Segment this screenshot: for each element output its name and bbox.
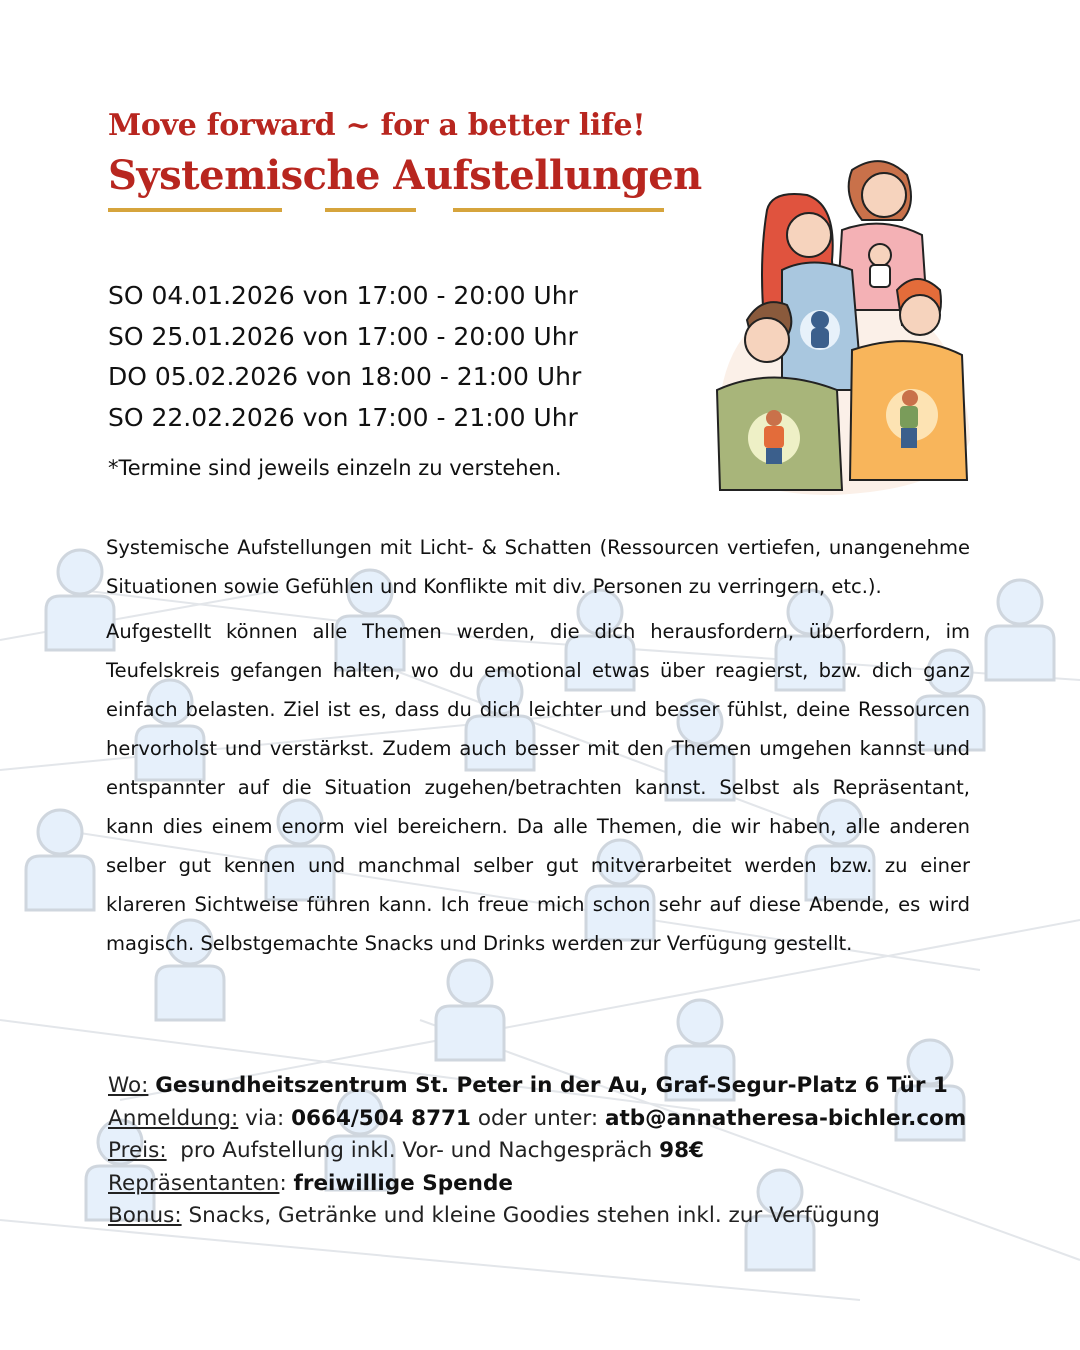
- date-item: SO 04.01.2026 von 17:00 - 20:00 Uhr: [108, 281, 578, 310]
- description-paragraph: Systemische Aufstellungen mit Licht- & Schatten (Ressourcen vertiefen, unangenehme Situationen sowie Gefühlen und Konflikte mit div. Personen zu verringern, etc.).: [106, 536, 970, 598]
- info-registration: [108, 1103, 966, 1136]
- representatives-label: Repräsentanten: [108, 1170, 280, 1196]
- where-label: Wo:: [108, 1073, 149, 1098]
- date-item: SO 22.02.2026 von 17:00 - 21:00 Uhr: [108, 402, 578, 432]
- representatives-colon: :: [279, 1170, 294, 1196]
- registration-via: via:: [238, 1105, 292, 1131]
- title-underline-segment: [325, 208, 416, 212]
- tagline: Move forward ~ for a better life!: [108, 108, 646, 143]
- date-list: [108, 276, 581, 438]
- page-title: Systemische Aufstellungen: [108, 152, 702, 199]
- title-underline-segment: [108, 208, 282, 212]
- info-representatives: [108, 1168, 966, 1201]
- date-item: SO 25.01.2026 von 17:00 - 20:00 Uhr: [108, 321, 578, 351]
- description-paragraph: Aufgestellt können alle Themen werden, die dich herausfordern, überfordern, im Teufelskreis gefangen halten, wo du emotional etwas über reagierst, bzw. dich ganz einfach belasten. Ziel ist es, dass du dich leichter und besser fühlst, deine Ressourcen hervorholst und verstärkst. Zudem auch besser mit den Themen umgehen kannst und entspannter auf die Situation zugehen/betrachten kannst. Selbst als Repräsentant, kann dies einem enorm viel bereichern. Da alle Themen, die wir haben, alle anderen selber gut kennen und manchmal selber gut mitverarbeitet werden bzw. zu einer klareren Sichtweise führen kann. Ich freue mich schon sehr auf diese Abende, es wird magisch. Selbstgemachte Snacks und Drinks werden zur Verfügung gestellt.: [106, 620, 970, 955]
- price-amount: 98€: [659, 1138, 705, 1163]
- description: [106, 528, 970, 969]
- info-where: [108, 1070, 966, 1103]
- info-list: [108, 1070, 966, 1233]
- registration-or: oder unter:: [470, 1105, 605, 1131]
- date-item: DO 05.02.2026 von 18:00 - 21:00 Uhr: [108, 362, 582, 391]
- representatives-value: freiwillige Spende: [293, 1170, 513, 1196]
- registration-label: Anmeldung:: [108, 1105, 239, 1131]
- info-price: [108, 1135, 966, 1168]
- where-value: Gesundheitszentrum St. Peter in der Au, Graf-Segur-Platz 6 Tür 1: [155, 1073, 948, 1098]
- price-label: Preis:: [108, 1138, 167, 1163]
- phone-number[interactable]: 0664/504 8771: [291, 1105, 471, 1131]
- title-underline-segment: [453, 208, 664, 212]
- info-bonus: [108, 1200, 966, 1233]
- price-text: pro Aufstellung inkl. Vor- und Nachgespräch: [166, 1138, 660, 1163]
- bonus-text: Snacks, Getränke und kleine Goodies stehen inkl. zur Verfügung: [181, 1203, 880, 1228]
- bonus-label: Bonus:: [108, 1203, 182, 1228]
- email-address[interactable]: atb@annatheresa-bichler.com: [604, 1105, 967, 1131]
- dates-note: *Termine sind jeweils einzeln zu verstehen.: [108, 456, 562, 480]
- family-illustration: [712, 150, 974, 500]
